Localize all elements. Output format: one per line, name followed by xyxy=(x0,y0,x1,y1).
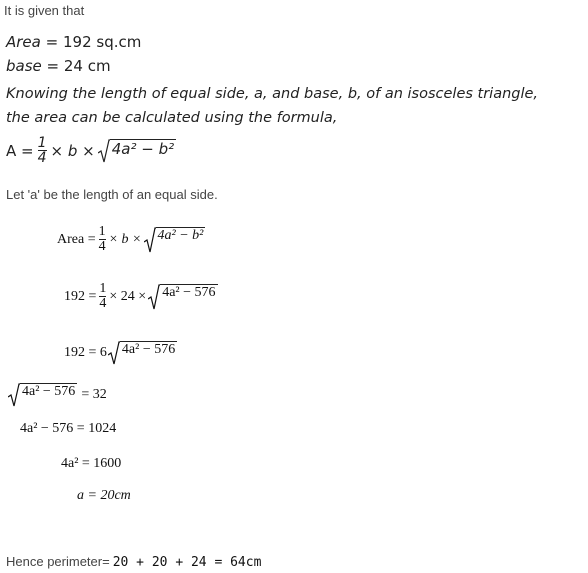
step-4-sqrt xyxy=(8,383,77,407)
step-3-sqrt xyxy=(108,341,177,365)
step-4-rhs: = 32 xyxy=(81,387,107,402)
step-6: 4a² = 1600 xyxy=(61,456,122,471)
formula-fraction xyxy=(38,136,47,165)
radical-icon xyxy=(98,139,110,163)
statement-line-1: Knowing the length of equal side, a, and base, b, of an isosceles triangle, xyxy=(6,86,539,102)
intro-text: It is given that xyxy=(4,3,85,18)
let-text: Let 'a' be the length of an equal side. xyxy=(6,187,218,202)
step-2-mid: × 24 × xyxy=(109,288,147,304)
radical-icon xyxy=(148,284,160,310)
conclusion xyxy=(6,554,261,570)
step-3 xyxy=(64,341,177,365)
step-1-sqrt xyxy=(144,227,206,253)
statement-line-2: the area can be calculated using the formula, xyxy=(6,110,338,126)
step-2-sqrt xyxy=(148,284,217,310)
base-label: base xyxy=(6,57,42,75)
step-2-radicand: 4a² − 576 xyxy=(160,284,217,310)
radical-icon xyxy=(108,341,120,365)
step-5: 4a² − 576 = 1024 xyxy=(20,421,117,436)
step-3-radicand: 4a² − 576 xyxy=(120,341,177,365)
radical-icon xyxy=(144,227,156,253)
base-value: = 24 cm xyxy=(46,57,111,75)
step-1-numerator: 1 xyxy=(98,224,106,239)
formula-lhs: A = xyxy=(6,141,34,160)
step-1-radicand: 4a² − b² xyxy=(156,227,206,253)
formula-sqrt xyxy=(98,139,176,163)
step-2-denominator: 4 xyxy=(99,296,107,311)
formula-denominator: 4 xyxy=(37,150,47,166)
conclusion-label: Hence perimeter= xyxy=(6,554,110,569)
area-formula xyxy=(6,136,176,165)
step-1 xyxy=(57,225,205,254)
formula-mid: × b × xyxy=(50,141,95,160)
area-label: Area xyxy=(6,33,41,51)
formula-numerator: 1 xyxy=(37,135,47,151)
step-1-fraction xyxy=(99,225,106,254)
step-2-numerator: 1 xyxy=(99,281,107,296)
conclusion-expression: 20 + 20 + 24 = 64cm xyxy=(112,555,262,570)
step-7: a = 20cm xyxy=(77,488,131,503)
given-base xyxy=(6,57,111,75)
area-value: = 192 sq.cm xyxy=(45,33,142,51)
formula-radicand: 4a² − b² xyxy=(110,139,176,163)
step-1-mid: × b × xyxy=(108,231,142,247)
radical-icon xyxy=(8,383,20,407)
step-3-lhs: 192 = 6 xyxy=(64,345,107,360)
step-2 xyxy=(64,282,218,311)
given-area xyxy=(6,33,141,51)
step-2-fraction xyxy=(99,282,106,311)
step-4-radicand: 4a² − 576 xyxy=(20,383,77,407)
step-4 xyxy=(8,383,107,407)
step-2-lhs: 192 = xyxy=(64,288,97,304)
step-1-lhs: Area = xyxy=(57,231,96,247)
step-1-denominator: 4 xyxy=(98,239,106,254)
